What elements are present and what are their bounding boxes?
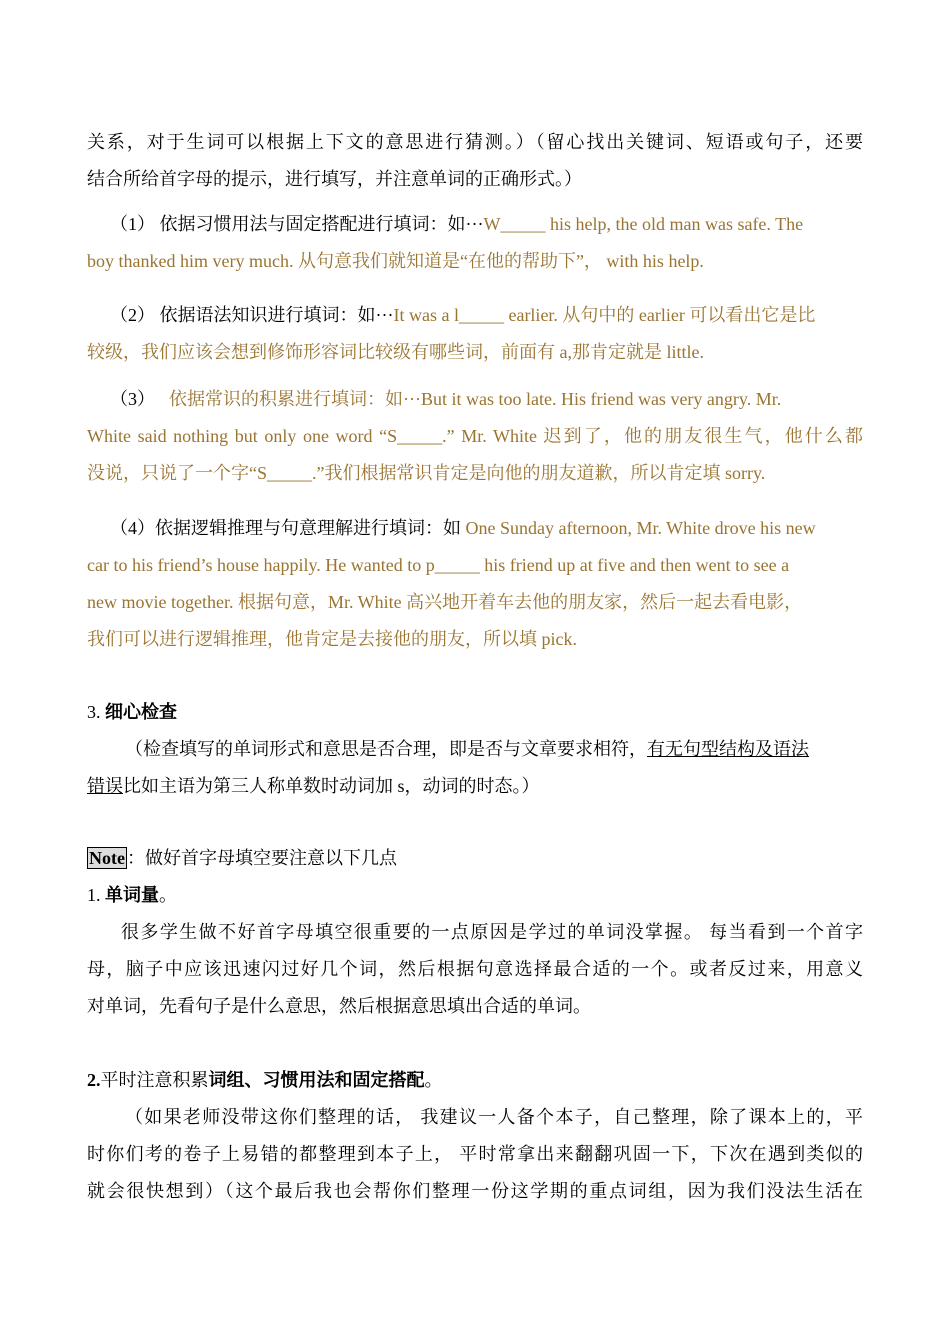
item-1-line-1 — [87, 206, 863, 243]
item-4-example-3: new movie together. 根据句意，Mr. White 高兴地开着车去他的朋友家，然后一起去看电影， — [87, 592, 803, 612]
item-4-example-4: 我们可以进行逻辑推理，他肯定是去接他的朋友，所以填 pick. — [87, 629, 577, 649]
point-2-title: 词组、习惯用法和固定搭配 — [208, 1070, 425, 1090]
section-3-underlined-2: 错误 — [87, 776, 123, 796]
note-heading — [87, 840, 863, 877]
point-1-title: 单词量 — [105, 885, 159, 905]
point-2-suffix: 。 — [424, 1070, 443, 1090]
note-text: ：做好首字母填空要注意以下几点 — [126, 848, 397, 868]
item-2-example-1: It was a l_____ earlier. 从句中的 earlier 可以看出它是比 — [393, 305, 816, 325]
item-3-example-2: White said nothing but only one word “S_____.” Mr. White 迟到了，他的朋友很生气，他什么都 — [87, 426, 863, 446]
intro-line-2: 结合所给首字母的提示，进行填写，并注意单词的正确形式。） — [87, 169, 582, 189]
item-3-label: （3） — [110, 389, 155, 409]
section-3-line-2 — [87, 768, 863, 805]
note-section — [87, 840, 863, 877]
item-2-label: （2） 依据语法知识进行填词：如··· — [110, 305, 394, 325]
section-3-line-2-text: 比如主语为第三人称单数时动词加 s，动词的时态。） — [123, 776, 540, 796]
item-3-line-1 — [87, 381, 863, 418]
item-3 — [87, 381, 863, 492]
item-2 — [87, 297, 863, 371]
section-3-line-1-text: （检查填写的单词形式和意思是否合理，即是否与文章要求相符， — [125, 739, 647, 759]
item-4-line-1 — [87, 510, 863, 547]
section-3-line-1 — [87, 731, 863, 768]
item-4 — [87, 510, 863, 658]
item-4-example-1: One Sunday afternoon, Mr. White drove his new — [465, 518, 816, 538]
item-2-example-2: 较级，我们应该会想到修饰形容词比较级有哪些词，前面有 a,那肯定就是 little. — [87, 342, 704, 362]
point-2-prefix: 平时注意积累 — [100, 1070, 209, 1090]
point-1-line-2: 母，脑子中应该迅速闪过好几个词，然后根据句意选择最合适的一个。或者反过来，用意义 — [87, 959, 863, 979]
point-1-number: 1. — [87, 885, 105, 905]
intro-line-1: 关系，对于生词可以根据上下文的意思进行猜测。）（留心找出关键词、短语或句子，还要 — [87, 132, 863, 152]
point-2-line-1: （如果老师没带这你们整理的话， 我建议一人备个本子，自己整理，除了课本上的，平 — [125, 1107, 863, 1127]
section-3-underlined-1: 有无句型结构及语法 — [647, 739, 809, 759]
item-1 — [87, 206, 863, 280]
item-1-example-1: W_____ his help, the old man was safe. The — [483, 214, 804, 234]
point-1 — [87, 877, 863, 1025]
section-3-number: 3. — [87, 702, 105, 722]
point-2-number: 2. — [87, 1070, 101, 1090]
section-3-title: 细心检查 — [105, 702, 177, 722]
section-3 — [87, 694, 863, 805]
item-3-example-3: 没说，只说了一个字“S_____.”我们根据常识肯定是向他的朋友道歉，所以肯定填 sorry. — [87, 463, 766, 483]
item-4-label: （4）依据逻辑推理与句意理解进行填词：如 — [110, 518, 466, 538]
point-1-heading — [87, 877, 863, 914]
point-2-line-2: 时你们考的卷子上易错的都整理到本子上， 平时常拿出来翻翻巩固一下，下次在遇到类似的 — [87, 1144, 863, 1164]
item-3-example-1: 依据常识的积累进行填词：如···But it was too late. His friend was very angry. Mr. — [169, 389, 782, 409]
intro-paragraph — [87, 124, 863, 198]
note-label: Note — [89, 848, 125, 868]
item-1-label: （1） 依据习惯用法与固定搭配进行填词：如··· — [110, 214, 484, 234]
point-2-heading — [87, 1062, 863, 1099]
item-1-example-2: boy thanked him very much. 从句意我们就知道是“在他的帮助下”， with his help. — [87, 251, 704, 271]
point-1-line-1: 很多学生做不好首字母填空很重要的一点原因是学过的单词没掌握。 每当看到一个首字 — [121, 922, 863, 942]
point-2-line-3: 就会很快想到）（这个最后我也会帮你们整理一份这学期的重点词组，因为我们没法生活在 — [87, 1181, 863, 1201]
point-1-line-3: 对单词，先看句子是什么意思，然后根据意思填出合适的单词。 — [87, 996, 591, 1016]
section-3-heading — [87, 694, 863, 731]
point-2 — [87, 1062, 863, 1210]
item-2-line-1 — [87, 297, 863, 334]
point-1-suffix: 。 — [159, 885, 177, 905]
item-4-example-2: car to his friend’s house happily. He wanted to p_____ his friend up at five and then went to see a — [87, 555, 790, 575]
